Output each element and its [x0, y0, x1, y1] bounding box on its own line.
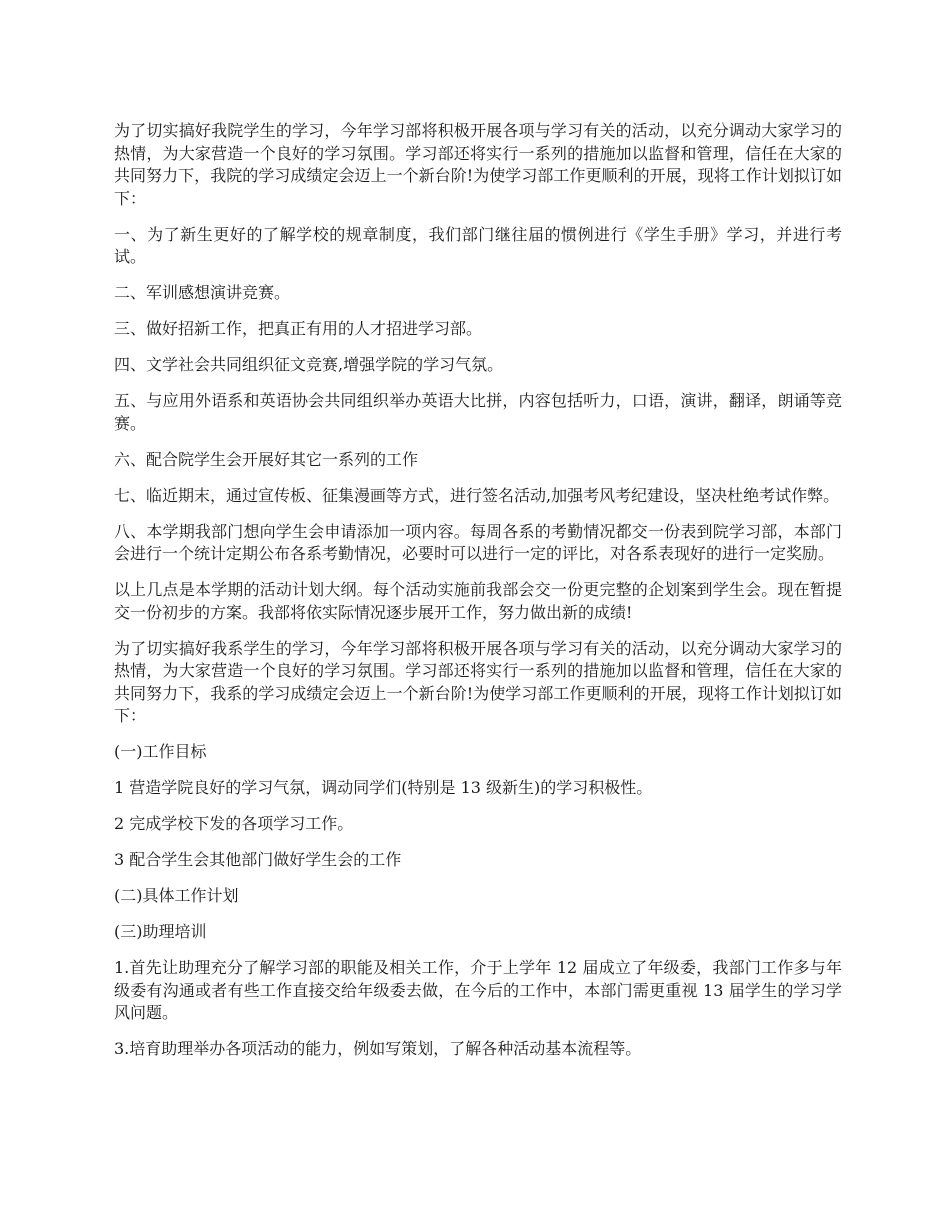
list-item-6: 六、配合院学生会开展好其它一系列的工作 — [114, 449, 419, 469]
intro-paragraph-2: 为了切实搞好我系学生的学习，今年学习部将积极开展各项与学习有关的活动，以充分调动大家学习的热情，为大家营造一个良好的学习氛围。学习部还将实行一系列的措施加以监督和管理，信任在大家的共同努力下，我系的学习成绩定会迈上一个新台阶!为使学习部工作更顺利的开展，现将工作计划拟订如下： — [114, 638, 842, 725]
list-item-1: 一、为了新生更好的了解学校的规章制度，我们部门继往届的惯例进行《学生手册》学习，并进行考试。 — [114, 224, 842, 266]
list-item-8: 八、本学期我部门想向学生会申请添加一项内容。每周各系的考勤情况都交一份表到院学习部，本部门会进行一个统计定期公布各系考勤情况，必要时可以进行一定的评比，对各系表现好的进行一定奖励。 — [114, 521, 842, 563]
goal-item-2: 2 完成学校下发的各项学习工作。 — [114, 814, 354, 833]
list-item-7: 七、临近期末，通过宣传板、征集漫画等方式，进行签名活动,加强考风考纪建设，坚决杜绝考试作弊。 — [114, 485, 840, 505]
training-item-3: 3.培育助理举办各项活动的能力，例如写策划，了解各种活动基本流程等。 — [114, 1039, 642, 1058]
document-page — [114, 120, 842, 1074]
goal-item-1: 1 营造学院良好的学习气氛，调动同学们(特别是 13 级新生)的学习积极性。 — [114, 778, 653, 797]
summary-paragraph: 以上几点是本学期的活动计划大纲。每个活动实施前我部会交一份更完整的企划案到学生会。现在暂提交一份初步的方案。我部将依实际情况逐步展开工作，努力做出新的成绩! — [114, 580, 842, 622]
goal-item-3: 3 配合学生会其他部门做好学生会的工作 — [114, 850, 402, 869]
section-heading-goals: (一)工作目标 — [114, 742, 207, 761]
intro-paragraph-1: 为了切实搞好我院学生的学习，今年学习部将积极开展各项与学习有关的活动，以充分调动大家学习的热情，为大家营造一个良好的学习氛围。学习部还将实行一系列的措施加以监督和管理，信任在大家的共同努力下，我院的学习成绩定会迈上一个新台阶!为使学习部工作更顺利的开展，现将工作计划拟订如下： — [114, 121, 842, 208]
list-item-4: 四、文学社会共同组织征文竞赛,增强学院的学习气氛。 — [114, 355, 504, 374]
section-heading-plan: (二)具体工作计划 — [114, 886, 239, 905]
list-item-5: 五、与应用外语系和英语协会共同组织举办英语大比拼，内容包括听力，口语，演讲，翻译，朗诵等竞赛。 — [114, 391, 842, 433]
section-heading-training: (三)助理培训 — [114, 922, 207, 941]
list-item-3: 三、做好招新工作，把真正有用的人才招进学习部。 — [114, 319, 483, 338]
training-item-1: 1.首先让助理充分了解学习部的职能及相关工作，介于上学年 12 届成立了年级委，我部门工作多与年级委有沟通或者有些工作直接交给年级委去做，在今后的工作中，本部门需更重视 13 届学生的学习学风问题。 — [114, 958, 842, 1022]
list-item-2: 二、军训感想演讲竞赛。 — [114, 283, 291, 302]
